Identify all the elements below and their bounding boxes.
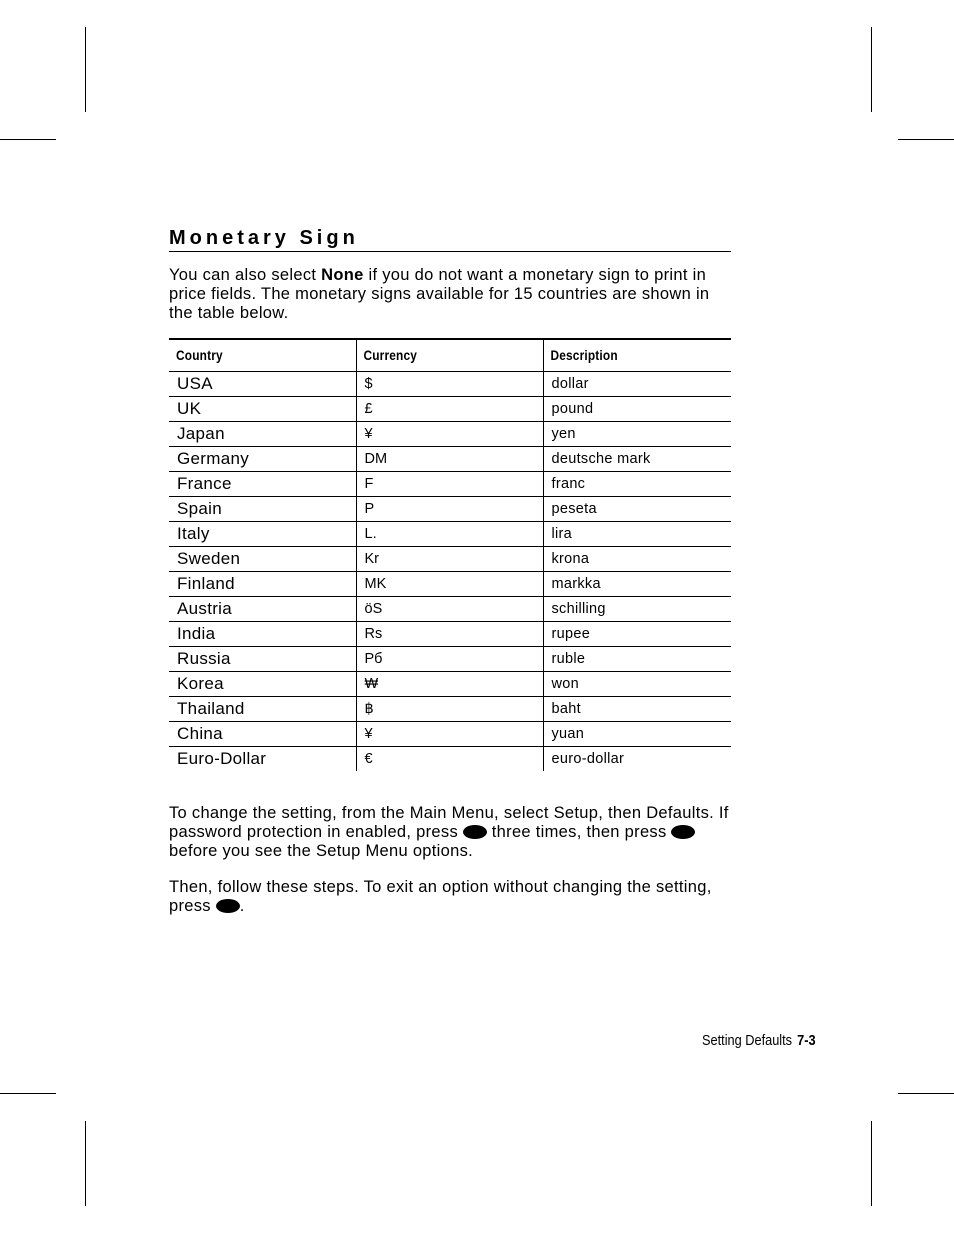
cell-sign: £ — [356, 397, 543, 422]
cell-sign: P — [356, 497, 543, 522]
crop-mark — [898, 1093, 954, 1094]
intro-bold-none: None — [321, 266, 364, 284]
cell-country: Spain — [177, 499, 222, 518]
monetary-sign-table — [169, 338, 731, 771]
cell-sign: öS — [356, 597, 543, 622]
crop-mark — [871, 27, 872, 112]
cell-sign: F — [356, 472, 543, 497]
intro-text: You can also select — [169, 266, 322, 284]
cell-sign: ฿ — [356, 697, 543, 722]
table-row — [169, 722, 731, 747]
cell-country: Korea — [177, 674, 224, 693]
section-title: Monetary Sign — [169, 226, 731, 252]
header-currency: Currency — [356, 339, 521, 372]
cell-sign: € — [356, 747, 543, 772]
page-number: 7-3 — [797, 1032, 816, 1049]
cell-description: peseta — [543, 497, 731, 522]
crop-mark — [898, 139, 954, 140]
cell-description: lira — [543, 522, 731, 547]
cell-sign: L. — [356, 522, 543, 547]
table-row — [169, 597, 731, 622]
instruction-text: Then, follow these steps. To exit an option without changing the setting, press — [169, 878, 712, 915]
cell-country: Sweden — [177, 549, 241, 568]
cell-description: won — [543, 672, 731, 697]
table-row — [169, 672, 731, 697]
cell-country: Euro-Dollar — [177, 749, 267, 768]
table-row — [169, 422, 731, 447]
table-row — [169, 647, 731, 672]
crop-mark — [0, 1093, 56, 1094]
cell-sign: ₩ — [356, 672, 543, 697]
table-row — [169, 447, 731, 472]
cell-sign: Rs — [356, 622, 543, 647]
table-row — [169, 697, 731, 722]
table-row — [169, 497, 731, 522]
cell-country: India — [177, 624, 216, 643]
cell-sign: DM — [356, 447, 543, 472]
cell-sign: ¥ — [356, 422, 543, 447]
cell-description: ruble — [543, 647, 731, 672]
cell-description: rupee — [543, 622, 731, 647]
instructions-paragraph-2 — [169, 878, 734, 916]
key-button-icon — [463, 825, 487, 839]
table-row — [169, 522, 731, 547]
instructions-paragraph-1 — [169, 804, 734, 861]
cell-description: dollar — [543, 372, 731, 397]
instruction-text: before you see the Setup Menu options. — [169, 842, 474, 860]
table-row — [169, 472, 731, 497]
cell-country: Japan — [177, 424, 225, 443]
cell-description: schilling — [543, 597, 731, 622]
key-button-icon — [216, 899, 240, 913]
table-row — [169, 372, 731, 397]
cell-sign: ¥ — [356, 722, 543, 747]
header-description: Description — [543, 339, 708, 372]
cell-sign: $ — [356, 372, 543, 397]
instruction-text: . — [239, 897, 245, 915]
crop-mark — [85, 1121, 86, 1206]
cell-description: baht — [543, 697, 731, 722]
cell-country: Italy — [177, 524, 210, 543]
cell-country: France — [177, 474, 232, 493]
cell-sign: Kr — [356, 547, 543, 572]
cell-description: yen — [543, 422, 731, 447]
table-header-row — [169, 339, 731, 372]
crop-mark — [85, 27, 86, 112]
cell-description: pound — [543, 397, 731, 422]
cell-country: Austria — [177, 599, 233, 618]
cell-description: krona — [543, 547, 731, 572]
cell-country: USA — [177, 374, 213, 393]
cell-sign: Рб — [356, 647, 543, 672]
crop-mark — [871, 1121, 872, 1206]
table-row — [169, 547, 731, 572]
header-country: Country — [176, 348, 223, 363]
key-button-icon — [671, 825, 695, 839]
intro-paragraph — [169, 266, 734, 323]
cell-description: euro-dollar — [543, 747, 731, 772]
cell-country: Finland — [177, 574, 235, 593]
table-row — [169, 397, 731, 422]
cell-country: China — [177, 724, 223, 743]
cell-country: Germany — [177, 449, 250, 468]
cell-description: franc — [543, 472, 731, 497]
cell-country: UK — [177, 399, 202, 418]
crop-mark — [0, 139, 56, 140]
instruction-text: three times, then press — [486, 823, 672, 841]
intro-text: if you do not want a monetary sign to print in price fields. The monetary signs available for 15 countries are shown in the table below. — [169, 266, 710, 322]
cell-description: markka — [543, 572, 731, 597]
page-footer — [702, 1032, 816, 1049]
cell-description: yuan — [543, 722, 731, 747]
footer-section: Setting Defaults — [702, 1032, 793, 1049]
table-row — [169, 572, 731, 597]
table-row — [169, 622, 731, 647]
table-row — [169, 747, 731, 772]
cell-country: Thailand — [177, 699, 245, 718]
cell-description: deutsche mark — [543, 447, 731, 472]
cell-country: Russia — [177, 649, 231, 668]
cell-sign: MK — [356, 572, 543, 597]
instruction-text: To change the setting, from the Main Menu, select Setup, then Defaults. If password protection in enabled, press — [169, 804, 729, 841]
